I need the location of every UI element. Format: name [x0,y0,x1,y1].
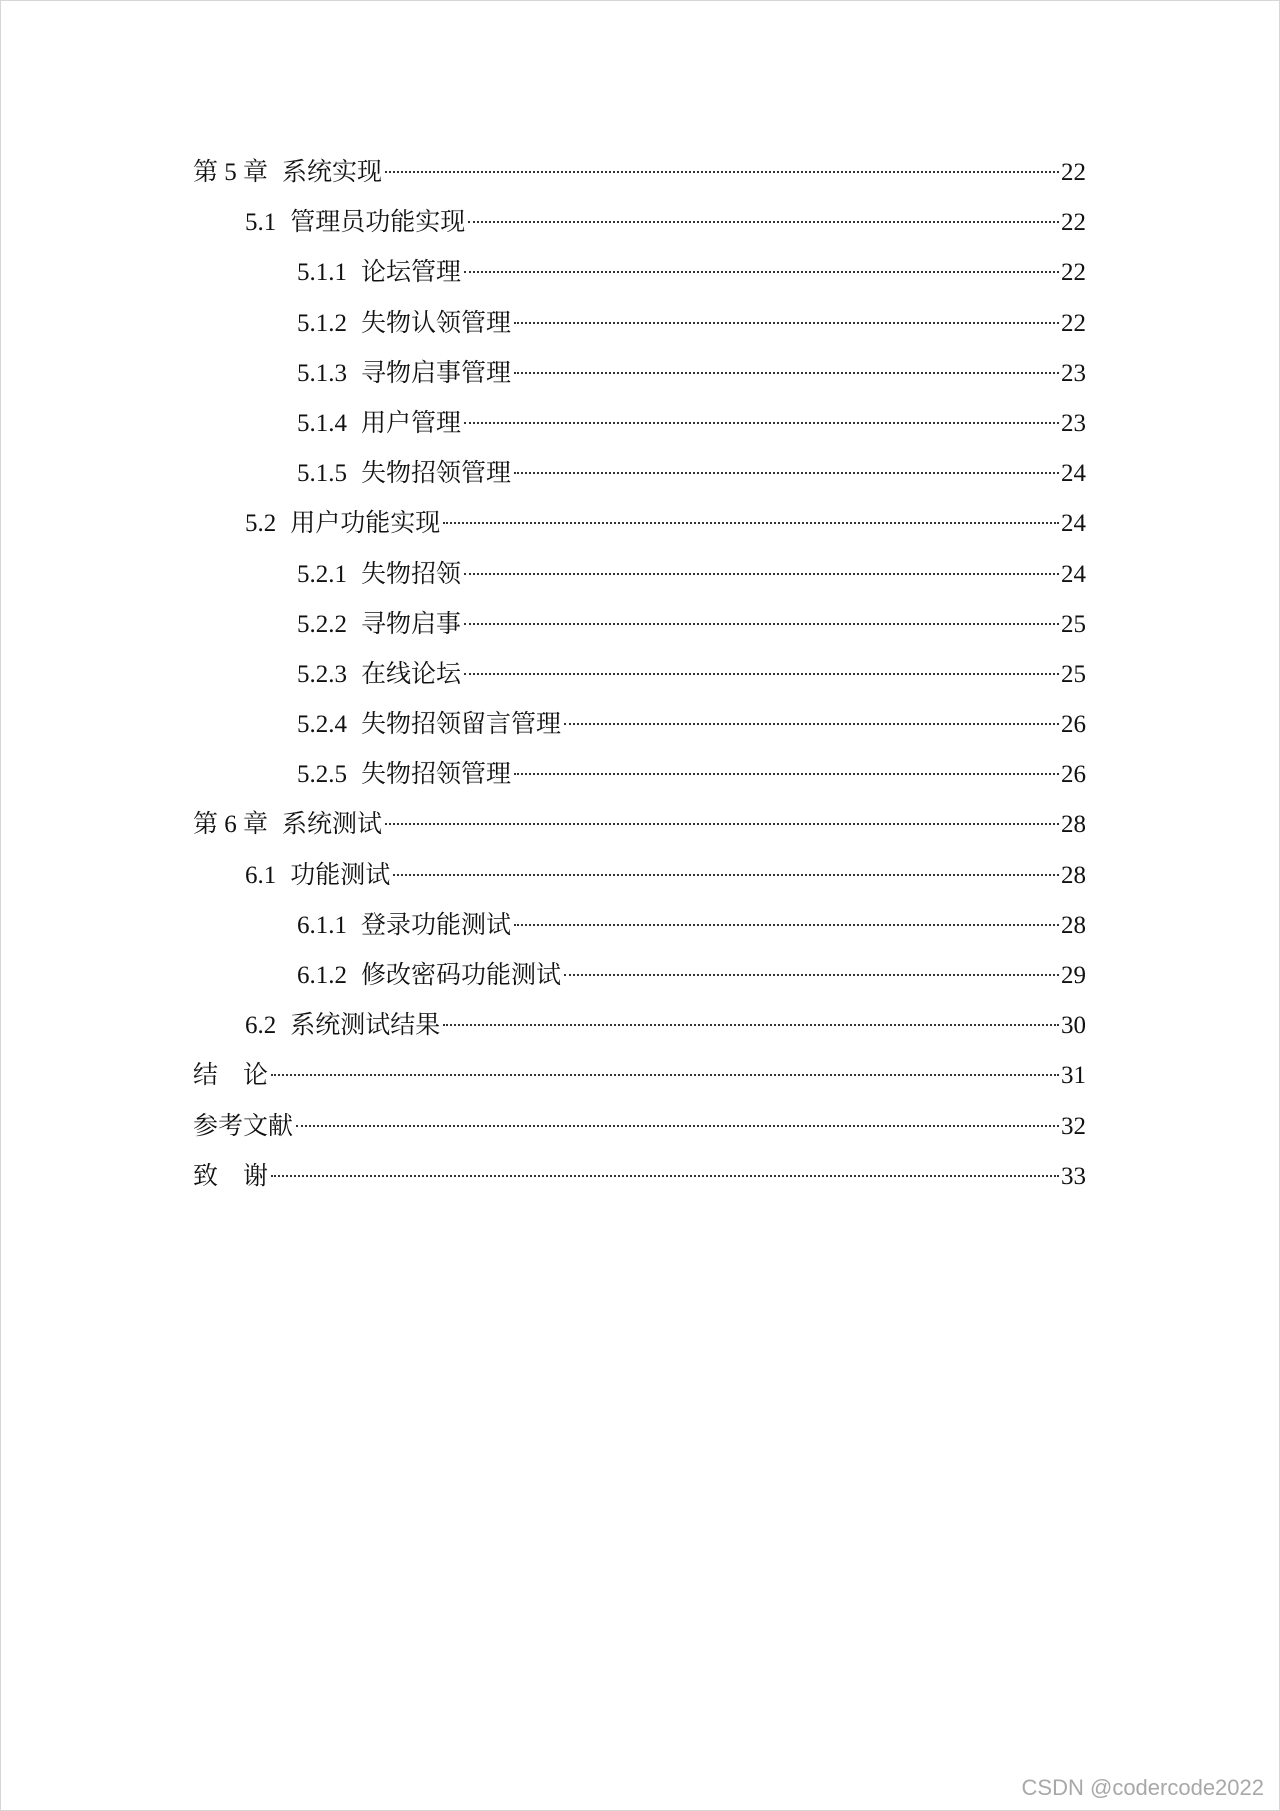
toc-dot-leader [443,1024,1059,1026]
toc-entry-conclusion[interactable] [193,1051,1086,1101]
toc-dot-leader [464,673,1059,675]
toc-entry-5-2-4[interactable] [193,700,1086,750]
toc-entry-title: 在线论坛 [361,660,462,688]
toc-entry-5-2-5[interactable] [193,750,1086,800]
toc-entry-title: 系统实现 [282,159,383,186]
toc-entry-page: 25 [1061,660,1086,688]
toc-entry-page: 31 [1061,1062,1086,1090]
toc-entry-title: 结 论 [193,1062,269,1090]
toc-dot-leader [514,472,1059,474]
toc-dot-leader [443,522,1059,524]
toc-dot-leader [514,372,1059,374]
toc-dot-leader [464,573,1059,575]
toc-entry-title: 登录功能测试 [361,911,512,939]
toc-entry-page: 28 [1061,911,1086,939]
toc-dot-leader [514,924,1059,926]
toc-entry-title: 寻物启事管理 [361,359,512,387]
toc-entry-5-2-1[interactable] [193,550,1086,600]
toc-entry-6-1-2[interactable] [193,951,1086,1001]
toc-entry-5-1-1[interactable] [193,248,1086,298]
toc-entry-number: 5.2.1 [297,560,347,588]
toc-entry-5-1[interactable] [193,198,1086,248]
toc-entry-5-1-3[interactable] [193,349,1086,399]
toc-entry-acknowledgements[interactable] [193,1152,1086,1202]
toc-entry-page: 30 [1061,1012,1086,1040]
toc-entry-page: 23 [1061,359,1086,387]
toc-entry-page: 26 [1061,761,1086,789]
toc-dot-leader [464,623,1059,625]
toc-dot-leader [296,1125,1059,1127]
toc-entry-title: 功能测试 [290,861,391,889]
toc-entry-5-1-4[interactable] [193,399,1086,449]
toc-entry-page: 25 [1061,610,1086,638]
toc-dot-leader [464,271,1059,273]
toc-entry-number: 5.1.3 [297,359,347,387]
toc-entry-page: 28 [1061,861,1086,889]
toc-entry-number: 5.2 [245,510,277,538]
toc-entry-number: 6.1 [245,861,277,889]
toc-entry-title: 管理员功能实现 [290,209,466,237]
toc-entry-number: 5.2.5 [297,761,347,789]
toc-entry-5-1-5[interactable] [193,449,1086,499]
toc-entry-title: 用户功能实现 [290,510,441,538]
toc-entry-page: 23 [1061,409,1086,437]
toc-entry-page: 28 [1061,811,1086,839]
toc-entry-page: 22 [1061,209,1086,237]
toc-entry-title: 失物招领管理 [361,761,512,789]
toc-entry-number: 6.2 [245,1012,277,1040]
toc-entry-5-2-3[interactable] [193,650,1086,700]
toc-entry-title: 系统测试 [282,811,383,839]
toc-dot-leader [393,874,1059,876]
toc-entry-page: 24 [1061,510,1086,538]
toc-entry-chapter-5[interactable] [193,148,1086,198]
toc-entry-title: 修改密码功能测试 [361,962,562,989]
toc-dot-leader [385,823,1059,825]
toc-entry-6-2[interactable] [193,1001,1086,1051]
toc-dot-leader [514,322,1059,324]
toc-entry-5-2-2[interactable] [193,600,1086,650]
toc-entry-page: 24 [1061,460,1086,488]
toc-dot-leader [385,171,1059,173]
toc-entry-page: 29 [1061,962,1086,989]
toc-entry-title: 寻物启事 [361,610,462,638]
toc-entry-title: 论坛管理 [361,259,462,287]
toc-entry-number: 6.1.1 [297,911,347,939]
toc-entry-page: 22 [1061,309,1086,337]
toc-entry-number: 第 5 章 [193,159,269,186]
toc-entry-page: 26 [1061,711,1086,739]
toc-entry-number: 5.2.4 [297,711,347,739]
toc-entry-number: 5.1.5 [297,460,347,488]
toc-dot-leader [564,723,1059,725]
toc-entry-title: 系统测试结果 [290,1012,441,1040]
toc-entry-number: 5.2.2 [297,610,347,638]
toc-entry-number: 第 6 章 [193,811,269,839]
toc-dot-leader [514,773,1059,775]
toc-entry-title: 失物认领管理 [361,309,512,337]
toc-entry-page: 32 [1061,1112,1086,1140]
toc-entry-page: 33 [1061,1162,1086,1190]
toc-entry-5-2[interactable] [193,499,1086,549]
toc-dot-leader [464,422,1059,424]
table-of-contents [193,148,1086,1202]
toc-dot-leader [271,1175,1059,1177]
toc-entry-page: 24 [1061,560,1086,588]
toc-entry-6-1-1[interactable] [193,901,1086,951]
toc-entry-references[interactable] [193,1102,1086,1152]
toc-entry-title: 参考文献 [193,1112,294,1140]
toc-entry-number: 5.2.3 [297,660,347,688]
toc-dot-leader [468,221,1059,223]
toc-entry-number: 5.1.4 [297,409,347,437]
toc-entry-number: 6.1.2 [297,962,347,989]
toc-dot-leader [564,974,1059,976]
toc-entry-number: 5.1.2 [297,309,347,337]
toc-entry-title: 用户管理 [361,409,462,437]
toc-entry-title: 失物招领管理 [361,460,512,488]
toc-entry-page: 22 [1061,259,1086,287]
toc-entry-5-1-2[interactable] [193,299,1086,349]
toc-entry-chapter-6[interactable] [193,800,1086,850]
toc-entry-title: 致 谢 [193,1162,269,1190]
toc-entry-page: 22 [1061,159,1086,186]
toc-entry-number: 5.1.1 [297,259,347,287]
csdn-watermark: CSDN @codercode2022 [1021,1775,1264,1800]
toc-entry-number: 5.1 [245,209,277,237]
toc-entry-6-1[interactable] [193,851,1086,901]
toc-dot-leader [271,1074,1059,1076]
toc-entry-title: 失物招领留言管理 [361,711,562,739]
toc-entry-title: 失物招领 [361,560,462,588]
